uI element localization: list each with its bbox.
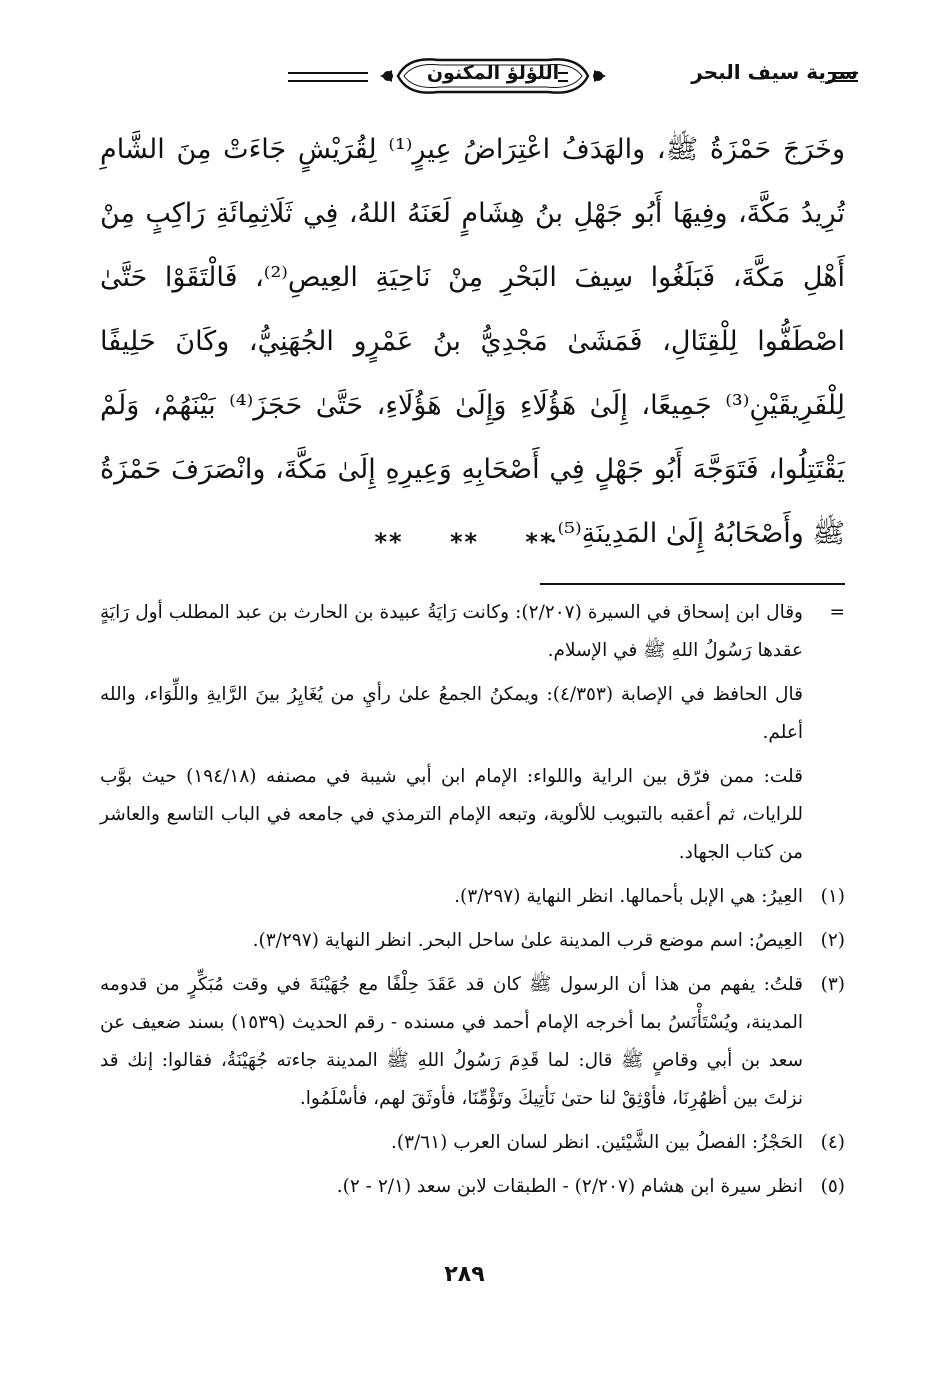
footnote-number: (٥) [820,1176,845,1197]
footnote-separator [540,583,845,585]
footnote-text: قلت: ممن فرّق بين الراية واللواء: الإمام ابن أبي شيبة في مصنفه (١٩٤/١٨) حيث بوَّب للرايات، ثم أعقبه بالتبويب للألوية، وتبعه الإمام الترمذي في جامعه في الباب التاسع والعاشر من كتاب الجهاد. [100,766,803,863]
book-title-ornament [378,52,608,100]
section-divider-stars [0,528,929,556]
main-paragraph: وخَرَجَ حَمْزَةُ ﷺ، والهَدَفُ اعْتِرَاضُ عِيرٍ⁽¹⁾ لِقُرَيْشٍ جَاءَتْ مِنَ الشَّامِ تُرِيدُ مَكَّةَ، وفِيهَا أَبُو جَهْلِ بنُ هِشَامٍ لَعَنَهُ اللهُ، فِي ثَلَاثِمِائَةِ رَاكِبٍ مِنْ أَهْلِ مَكَّةَ، فَبَلَغُوا سِيفَ البَحْرِ مِنْ نَاحِيَةِ العِيصِ⁽²⁾، فَالْتَقَوْا حَتَّىٰ اصْطَفُّوا لِلْقِتَالِ، فَمَشَىٰ مَجْدِيُّ بنُ عَمْرٍو الجُهَنِيُّ، وكَانَ حَلِيفًا لِلْفَرِيقَيْنِ⁽³⁾ جَمِيعًا، إِلَىٰ هَؤُلَاءِ وَإِلَىٰ هَؤُلَاءِ، حَتَّىٰ حَجَزَ⁽⁴⁾ بَيْنَهُمْ، وَلَمْ يَقْتَتِلُوا، فَتَوَجَّهَ أَبُو جَهْلٍ فِي أَصْحَابِهِ وَعِيرِهِ إِلَىٰ مَكَّةَ، وانْصَرَفَ حَمْزَةُ ﷺ وأَصْحَابُهُ إِلَىٰ المَدِينَةِ⁽⁵⁾. [100,134,846,549]
footnote-continuation [100,594,845,670]
footnote-paragraph [100,758,845,872]
footnote-2 [100,922,845,960]
footnote-text: العِيرُ: هي الإبل بأحمالها. انظر النهاية (٣/٢٩٧). [454,886,803,907]
star-group: ** [525,528,555,556]
footnote-5 [100,1168,845,1206]
footnote-number: (٢) [820,930,845,951]
star-group: ** [374,528,404,556]
footnote-text: الحَجْزُ: الفصلُ بين الشَّيْئين. انظر لسان العرب (٣/٦١). [391,1132,803,1153]
page-header [78,52,858,104]
footnote-text: وقال ابن إسحاق في السيرة (٢/٢٠٧): وكانت رَايَةُ عبيدة بن الحارث بن عبد المطلب أول رَايَةٍ عقدها رَسُولُ اللهِ ﷺ في الإسلام. [100,602,803,661]
footnote-paragraph [100,676,845,752]
section-title: سرية سيف البحر [691,60,858,84]
footnote-text: قال الحافظ في الإصابة (٤/٣٥٣): ويمكنُ الجمعُ علىٰ رأيِ من يُغَايِرُ بينَ الرَّايةِ واللِّوَاء، والله أعلم. [100,684,803,743]
page-number: ٢٨٩ [444,1262,485,1287]
book-title: اللؤلؤ المكنون [426,62,560,84]
star-group: ** [449,528,480,556]
header-rule-left [288,72,368,82]
footnote-number: (٣) [820,974,845,995]
footnote-text: انظر سيرة ابن هشام (٢/٢٠٧) - الطبقات لابن سعد (٢/١ - ٢). [336,1176,803,1197]
footnote-number: (١) [820,886,845,907]
footnote-1 [100,878,845,916]
footnote-number: (٤) [820,1132,845,1153]
footnote-text: العِيصُ: اسم موضع قرب المدينة علىٰ ساحل البحر. انظر النهاية (٣/٢٩٧). [252,930,803,951]
header-rule-right [828,72,858,82]
footnote-number: = [829,602,845,623]
footnote-text: قلتُ: يفهم من هذا أن الرسول ﷺ كان قد عَقَدَ حِلْفًا مع جُهَيْنَةَ في وقت مُبَكِّرٍ من قدومه المدينة، ويُسْتَأْنَسُ بما أخرجه الإمام أحمد في مسنده - رقم الحديث (١٥٣٩) بسند ضعيف عن سعد بن أبي وقاصٍ ﷺ قال: لما قَدِمَ رَسُولُ اللهِ ﷺ المدينة جاءته جُهَيْنَةُ، فقالوا: إنك قد نزلتَ بين أظهُرِنَا، فأوْثِقْ لنا حتىٰ نَأتِيكَ وتَؤْمِّنَا، فأوثَقَ لهم، فأسْلَمُوا. [100,974,803,1109]
footnote-3 [100,966,845,1118]
footnote-4 [100,1124,845,1162]
footnotes [100,594,845,1212]
